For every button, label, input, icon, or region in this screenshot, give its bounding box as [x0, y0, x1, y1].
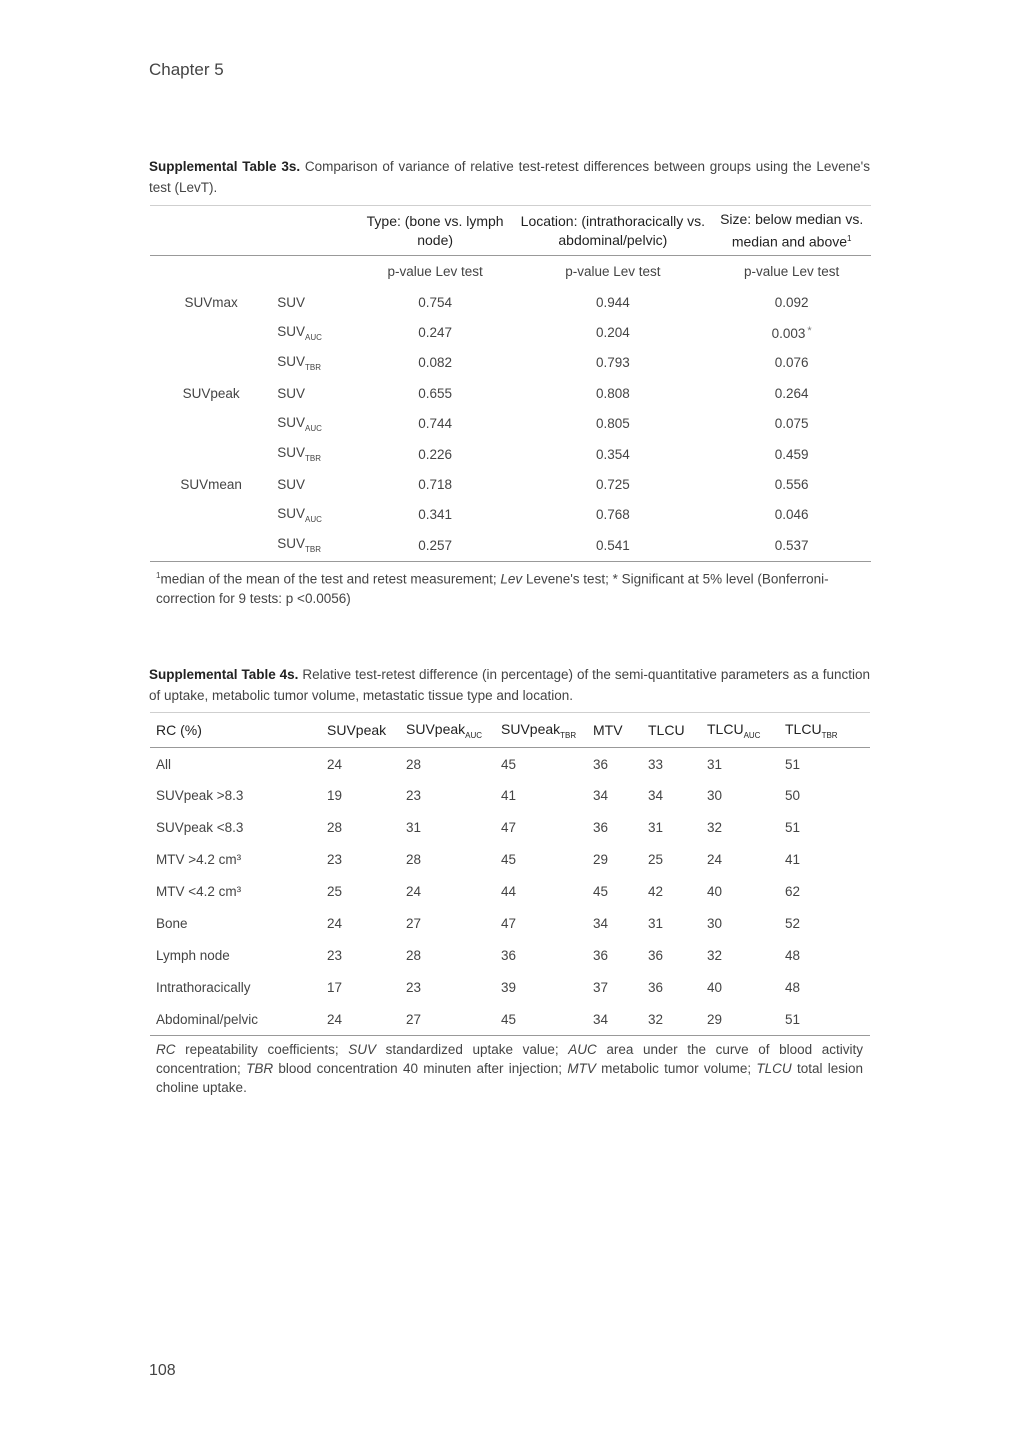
table3-pvalue-text: 0.226: [418, 446, 453, 462]
table3-pvalue: [357, 409, 514, 439]
table3-pvalue: [513, 469, 712, 499]
table3-param-sub: TBR: [305, 454, 322, 464]
table-row: [150, 530, 871, 561]
table4-value: 24: [327, 916, 343, 931]
chapter-heading: Chapter 5: [149, 60, 224, 79]
table3-header-row: [150, 206, 871, 256]
table3-param-sub: TBR: [305, 362, 322, 372]
table4-value: 31: [707, 756, 723, 772]
table3-pvalue: [712, 317, 871, 347]
table3-header-empty: [272, 206, 357, 256]
table4-value: 44: [501, 884, 517, 900]
table4-header-sub: AUC: [743, 730, 761, 740]
table4-value: 34: [648, 788, 664, 804]
table3-pvalue: [357, 530, 514, 561]
table3-pvalue-text: 0.247: [418, 325, 453, 341]
table4-row-label: SUVpeak <8.3: [156, 820, 244, 836]
table3-header-size-text: Size: below median vs. median and above: [720, 210, 864, 250]
table4-value: 51: [779, 1003, 870, 1035]
table4-value: 50: [785, 788, 801, 804]
table3-pvalue-text: 0.768: [595, 507, 630, 523]
table4-value: 23: [327, 947, 343, 963]
table4-value: 45: [593, 884, 609, 900]
table3-param-sub: AUC: [305, 423, 322, 433]
table-row: [150, 939, 870, 971]
table4-value: 37: [593, 979, 609, 995]
table4-header-cell: [642, 713, 701, 748]
table4-row-label: Bone: [156, 916, 188, 931]
page-number: 108: [149, 1362, 176, 1379]
table4-value: 45: [495, 1003, 587, 1035]
table4-value: 32: [707, 820, 723, 836]
table4-value: 45: [501, 852, 517, 868]
table4-header-row: [150, 713, 870, 748]
table3-pvalue-text: 0.556: [774, 477, 809, 493]
table4-value: 31: [648, 916, 664, 931]
table4-header-main: TLCU: [785, 720, 822, 737]
table4-value: 36: [501, 947, 517, 963]
table4-value: 41: [501, 788, 517, 804]
table3-group-cell: [150, 409, 272, 439]
table3-pvalue-text: 0.537: [774, 537, 809, 553]
table4-value: 27: [406, 916, 422, 931]
table3-pvalue-text: 0.046: [774, 507, 809, 523]
table4-value: 52: [785, 916, 801, 931]
table3-header-size: [712, 206, 871, 256]
table4-row-label: MTV <4.2 cm³: [156, 884, 242, 900]
table4-value: 51: [785, 820, 801, 836]
table3-pvalue-text: 0.754: [418, 294, 453, 310]
table4-body: [150, 748, 870, 1036]
table3-param: SUV: [277, 505, 306, 521]
table4-footnote-text: total lesion choline uptake.: [156, 1061, 863, 1095]
table4-value: 30: [707, 788, 723, 804]
table3-group-cell: [150, 348, 272, 378]
table3-param-sub: TBR: [305, 545, 322, 555]
table4-row-label: SUVpeak >8.3: [156, 788, 244, 804]
table3-footnote-text-a: median of the mean of the test and retest measurement;: [160, 571, 501, 587]
table3-pvalue: [513, 378, 712, 408]
table4-value: 32: [642, 1003, 701, 1035]
table3-group-name: SUVmean: [180, 477, 242, 493]
table-row: [150, 844, 870, 876]
table3-pvalue: [712, 469, 871, 499]
table4-footnote-text: repeatability coefficients;: [175, 1042, 349, 1057]
table3-pvalue: [712, 530, 871, 561]
table3-pvalue: [357, 439, 514, 469]
table3-group-cell: [150, 469, 272, 499]
table3-pvalue: [357, 317, 514, 347]
table-row: [150, 439, 871, 469]
table4-value: 28: [406, 947, 422, 963]
table-row: [150, 812, 870, 844]
table3-header-size-footnote-mark: 1: [847, 233, 852, 243]
table4-row-label: Lymph node: [156, 947, 230, 963]
table4-value: 24: [327, 756, 343, 772]
table3-header-type: Type: (bone vs. lymph node): [357, 206, 514, 256]
table3-pvalue-text: 0.655: [418, 385, 453, 401]
table-row: [150, 409, 871, 439]
table4-footnote: [156, 1040, 863, 1097]
table3-caption: [149, 156, 870, 198]
table4-caption-text: Relative test-retest difference (in percentage) of the semi-quantitative parameters as a function of uptake, metabolic tumor volume, metastatic tissue type and location.: [149, 667, 870, 703]
table4-footnote-text: area under the curve of blood activity concentration;: [156, 1042, 863, 1076]
table3-pvalue-text: 0.003: [771, 325, 806, 341]
significance-star: *: [807, 324, 812, 337]
table3-pvalue: [357, 500, 514, 530]
table3-footnote-lev: Lev: [500, 571, 523, 587]
table4-value: 45: [501, 756, 517, 772]
table3-levene: [150, 205, 871, 562]
table4-footnote-abbrev: MTV: [567, 1061, 596, 1076]
table4-footnote-text: metabolic tumor volume;: [595, 1061, 757, 1076]
table4-header-main: TLCU: [648, 722, 685, 738]
table4-caption-title: Supplemental Table 4s.: [149, 667, 299, 682]
table3-pvalue: [712, 348, 871, 378]
table-row: [150, 378, 871, 408]
table3-pvalue-text: 0.204: [595, 325, 630, 341]
table4-value: 47: [501, 916, 517, 931]
table3-pvalue-text: 0.257: [418, 537, 453, 553]
table4-footnote-abbrev: SUV: [348, 1042, 376, 1057]
table3-param-cell: [272, 378, 357, 408]
table3-pvalue: [513, 530, 712, 561]
table3-pvalue-text: 0.725: [595, 477, 630, 493]
table3-pvalue: [513, 439, 712, 469]
table4-value: 32: [707, 947, 723, 963]
table3-param: SUV: [277, 536, 306, 552]
table4-value: 31: [648, 820, 664, 836]
table3-param: SUV: [277, 445, 306, 461]
table4-value: 24: [707, 852, 723, 868]
table3-pvalue-text: 0.805: [595, 416, 630, 432]
table3-pvalue: [712, 378, 871, 408]
table4-header-main: MTV: [593, 722, 623, 738]
table4-footnote-abbrev: TBR: [246, 1061, 274, 1076]
table4-value: 36: [648, 947, 664, 963]
table3-pvalue-text: 0.808: [595, 385, 630, 401]
table4-value: 30: [707, 916, 723, 931]
table3-param-cell: [272, 530, 357, 561]
table4-value: 48: [785, 979, 801, 995]
table3-pvalue-text: 0.075: [774, 416, 809, 432]
table3-group-name: SUVpeak: [182, 385, 240, 401]
table3-group-cell: [150, 317, 272, 347]
table3-pvalue-text: 0.744: [418, 416, 453, 432]
table3-pvalue: [357, 378, 514, 408]
table4-row-label: Abdominal/pelvic: [150, 1003, 321, 1035]
table4-value: 29: [593, 852, 609, 868]
table3-header-empty: [150, 206, 272, 256]
table4-value: 17: [327, 979, 343, 995]
table4-header-main: RC (%): [156, 722, 202, 738]
table3-pvalue-text: 0.341: [418, 507, 453, 523]
table4-header-sub: AUC: [465, 730, 483, 740]
table4-footnote-abbrev: RC: [156, 1042, 176, 1057]
table4-value: 36: [593, 756, 609, 772]
table3-pvalue: [513, 409, 712, 439]
table3-pvalue: [357, 287, 514, 317]
table4-row-label: Intrathoracically: [156, 979, 251, 995]
table3-group-cell: [150, 500, 272, 530]
table4-value: 48: [785, 947, 801, 963]
table3-param-cell: [272, 348, 357, 378]
table4-footnote-text: blood concentration 40 minuten after injection;: [273, 1061, 568, 1076]
table4-header-cell: [779, 713, 870, 748]
table4-value: 41: [785, 852, 801, 868]
table4-value: 34: [593, 916, 609, 931]
table3-param-cell: [272, 469, 357, 499]
table-row: [150, 780, 870, 812]
table4-value: 40: [707, 979, 723, 995]
table4-header-cell: [400, 713, 495, 748]
table3-subheader: p-value Lev test: [744, 264, 840, 279]
table-row: [150, 500, 871, 530]
table3-group-cell: [150, 530, 272, 561]
table3-pvalue-text: 0.459: [774, 446, 809, 462]
table4-value: 23: [327, 852, 343, 868]
table3-group-cell: [150, 287, 272, 317]
table4-value: 36: [593, 820, 609, 836]
table3-pvalue-text: 0.354: [595, 446, 630, 462]
table4-caption: [149, 664, 870, 706]
table-row: [150, 876, 870, 908]
table-row: [150, 348, 871, 378]
table4-header-main: SUVpeak: [406, 720, 466, 737]
table3-subheader-row: [150, 256, 871, 288]
table4-header-cell: [587, 713, 642, 748]
table4-value: 31: [406, 820, 422, 836]
table3-pvalue-text: 0.076: [774, 355, 809, 371]
table3-param-cell: [272, 500, 357, 530]
table-row: [150, 287, 871, 317]
table4-footnote-abbrev: TLCU: [756, 1061, 792, 1076]
table4-footnote-text: standardized uptake value;: [375, 1042, 569, 1057]
table4-header-cell: [321, 713, 400, 748]
table3-param-cell: [272, 317, 357, 347]
table3-caption-text: Comparison of variance of relative test-retest differences between groups using the Levene's test (LevT).: [149, 159, 871, 195]
table4-header-cell: [150, 713, 321, 748]
table3-group-cell: [150, 378, 272, 408]
table3-pvalue: [513, 348, 712, 378]
table4-value: 40: [707, 884, 723, 900]
table4-value: 23: [406, 788, 422, 804]
table4-value: 36: [648, 979, 664, 995]
table3-param-cell: [272, 409, 357, 439]
table3-pvalue: [513, 287, 712, 317]
table3-param-sub: AUC: [305, 332, 322, 342]
table3-group-name: SUVmax: [184, 294, 238, 310]
table4-row-label: All: [156, 756, 172, 772]
table4-header-main: SUVpeak: [327, 722, 387, 738]
table3-footnote-mark: 1: [156, 571, 161, 580]
table4-value: 27: [400, 1003, 495, 1035]
table3-param: SUV: [277, 353, 306, 369]
table3-pvalue-text: 0.793: [595, 355, 630, 371]
table3-param: SUV: [277, 323, 306, 339]
table3-footnote-text-b: Levene's test; * Significant at 5% level (Bonferroni-correction for 9 tests: p <0.0056): [156, 571, 829, 606]
table4-value: 42: [648, 884, 664, 900]
table-row: [150, 469, 871, 499]
table3-param: SUV: [277, 385, 306, 401]
table4-value: 29: [701, 1003, 779, 1035]
table4-row-label: MTV >4.2 cm³: [156, 852, 242, 868]
table3-pvalue-text: 0.718: [418, 477, 453, 493]
table4-header-sub: TBR: [560, 730, 577, 740]
table4-value: 62: [785, 884, 801, 900]
table4-value: 28: [327, 820, 343, 836]
table3-pvalue: [712, 439, 871, 469]
table3-pvalue: [712, 287, 871, 317]
table3-pvalue: [513, 500, 712, 530]
table3-pvalue: [357, 348, 514, 378]
table4-value: 23: [406, 979, 422, 995]
table3-param: SUV: [277, 477, 306, 493]
table4-value: 33: [648, 756, 664, 772]
table-row: [150, 971, 870, 1003]
table3-subheader: p-value Lev test: [565, 264, 661, 279]
table4-value: 34: [587, 1003, 642, 1035]
table-row: [150, 317, 871, 347]
table4-header-cell: [701, 713, 779, 748]
table3-caption-title: Supplemental Table 3s.: [149, 159, 301, 174]
table3-subheader: p-value Lev test: [387, 264, 483, 279]
table4-value: 19: [327, 788, 343, 804]
table-row: [150, 908, 870, 940]
table4-header-main: TLCU: [707, 720, 744, 737]
table4-value: 36: [593, 947, 609, 963]
table4-header-cell: [495, 713, 587, 748]
table-row: [150, 1003, 870, 1035]
table3-pvalue: [357, 469, 514, 499]
table4-value: 34: [593, 788, 609, 804]
table3-pvalue: [712, 500, 871, 530]
table4-header-main: SUVpeak: [501, 720, 561, 737]
table3-header-location: Location: (intrathoracically vs. abdominal/pelvic): [513, 206, 712, 256]
table3-param: SUV: [277, 414, 306, 430]
table3-pvalue-text: 0.264: [774, 385, 809, 401]
table4-value: 24: [406, 884, 422, 900]
table4-header-sub: TBR: [821, 730, 838, 740]
table3-param: SUV: [277, 294, 306, 310]
table3-pvalue-text: 0.092: [774, 294, 809, 310]
table3-param-cell: [272, 439, 357, 469]
table4-repeatability: [150, 712, 870, 1036]
table3-pvalue-text: 0.944: [595, 294, 630, 310]
table4-value: 25: [648, 852, 664, 868]
table3-param-cell: [272, 287, 357, 317]
table4-value: 28: [406, 756, 422, 772]
table3-group-cell: [150, 439, 272, 469]
table-row: [150, 748, 870, 781]
table4-value: 39: [501, 979, 517, 995]
table3-body: [150, 287, 871, 561]
table3-param-sub: AUC: [305, 514, 322, 524]
table3-pvalue: [712, 409, 871, 439]
table3-footnote: [156, 566, 866, 608]
table3-pvalue-text: 0.082: [418, 355, 453, 371]
table4-value: 47: [501, 820, 517, 836]
table3-pvalue-text: 0.541: [595, 537, 630, 553]
table4-value: 28: [406, 852, 422, 868]
table4-value: 51: [785, 756, 801, 772]
table4-value: 25: [327, 884, 343, 900]
table4-footnote-abbrev: AUC: [568, 1042, 597, 1057]
table4-value: 24: [321, 1003, 400, 1035]
table3-pvalue: [513, 317, 712, 347]
